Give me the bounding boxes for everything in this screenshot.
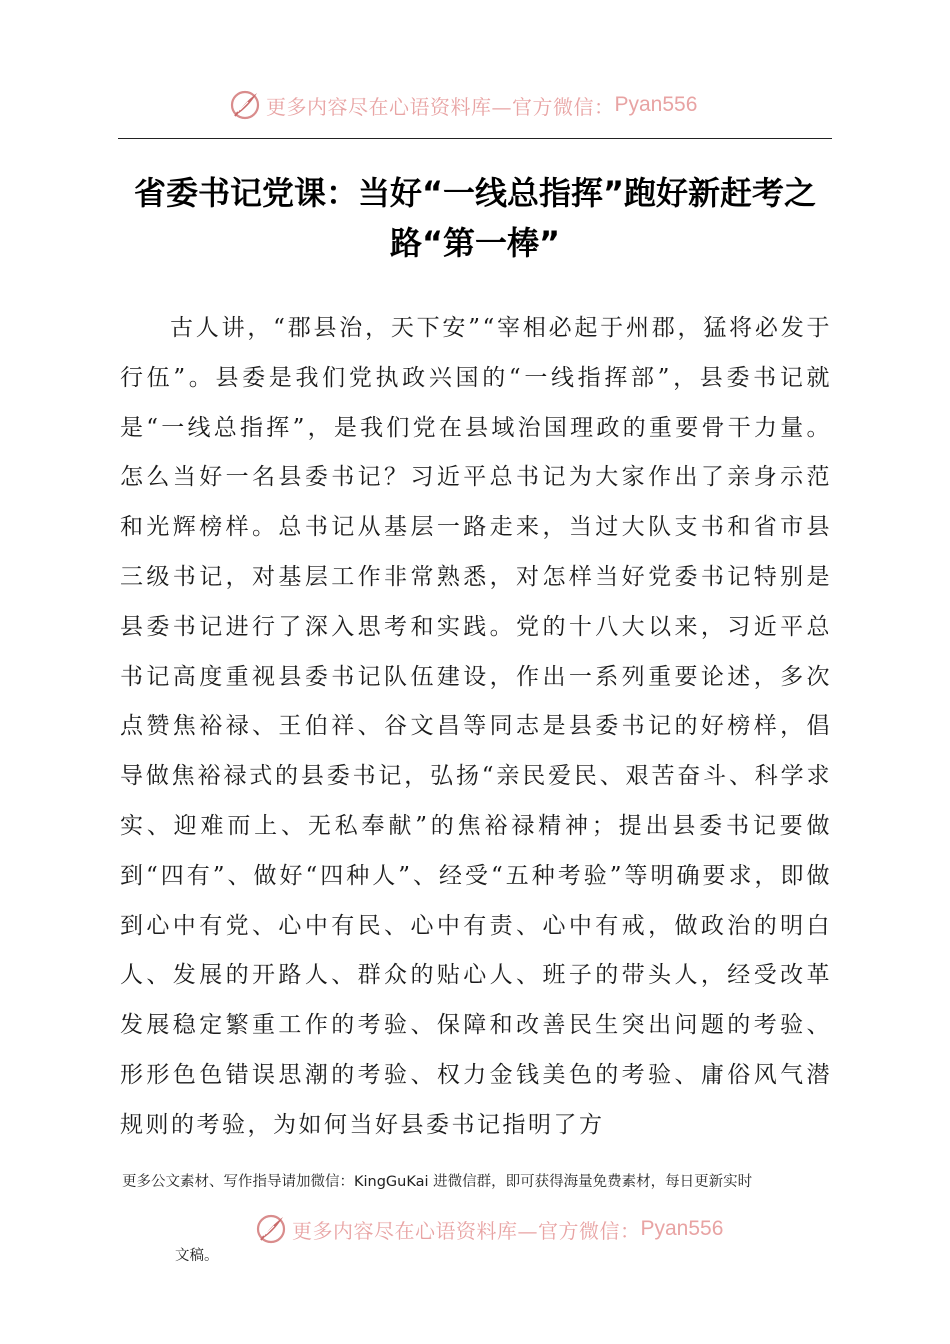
quill-logo-icon [254,1212,288,1246]
footer-tail: 文稿。 [175,1248,219,1264]
footer-note: 更多公文素材、写作指导请加微信：KingGuKai 进微信群，即可获得海量免费素材，每日更新实时 [122,1174,753,1190]
quill-logo-icon [228,88,262,122]
watermark-text: 更多内容尽在心语资料库—官方微信： [266,94,615,119]
body-paragraph: 古人讲，“郡县治，天下安”“宰相必起于州郡，猛将必发于行伍”。县委是我们党执政兴国的“一线指挥部”，县委书记就是“一线总指挥”，是我们党在县域治国理政的重要骨干力量。怎么当好一名县委书记？习近平总书记为大家作出了亲身示范和光辉榜样。总书记从基层一路走来，当过大队支书和省市县三级书记，对基层工作非常熟悉，对怎样当好党委书记特别是县委书记进行了深入思考和实践。党的十八大以来，习近平总书记高度重视县委书记队伍建设，作出一系列重要论述，多次点赞焦裕禄、王伯祥、谷文昌等同志是县委书记的好榜样，倡导做焦裕禄式的县委书记，弘扬“亲民爱民、艰苦奋斗、科学求实、迎难而上、无私奉献”的焦裕禄精神；提出县委书记要做到“四有”、做好“四种人”、经受“五种考验”等明确要求，即做到心中有党、心中有民、心中有责、心中有戒，做政治的明白人、发展的开路人、群众的贴心人、班子的带头人，经受改革发展稳定繁重工作的考验、保障和改善民生突出问题的考验、形形色色错误思潮的考验、权力金钱美色的考验、庸俗风气潜规则的考验，为如何当好县委书记指明了方 [120,315,832,1138]
document-title: 省委书记党课：当好“一线总指挥”跑好新赶考之路“第一棒” [133,174,817,262]
watermark-id: Pyan556 [640,1217,724,1240]
watermark-bottom [254,1212,723,1246]
watermark-id: Pyan556 [614,93,698,116]
watermark-top [228,88,697,122]
header-divider [118,138,832,139]
watermark-text: 更多内容尽在心语资料库—官方微信： [292,1218,641,1243]
